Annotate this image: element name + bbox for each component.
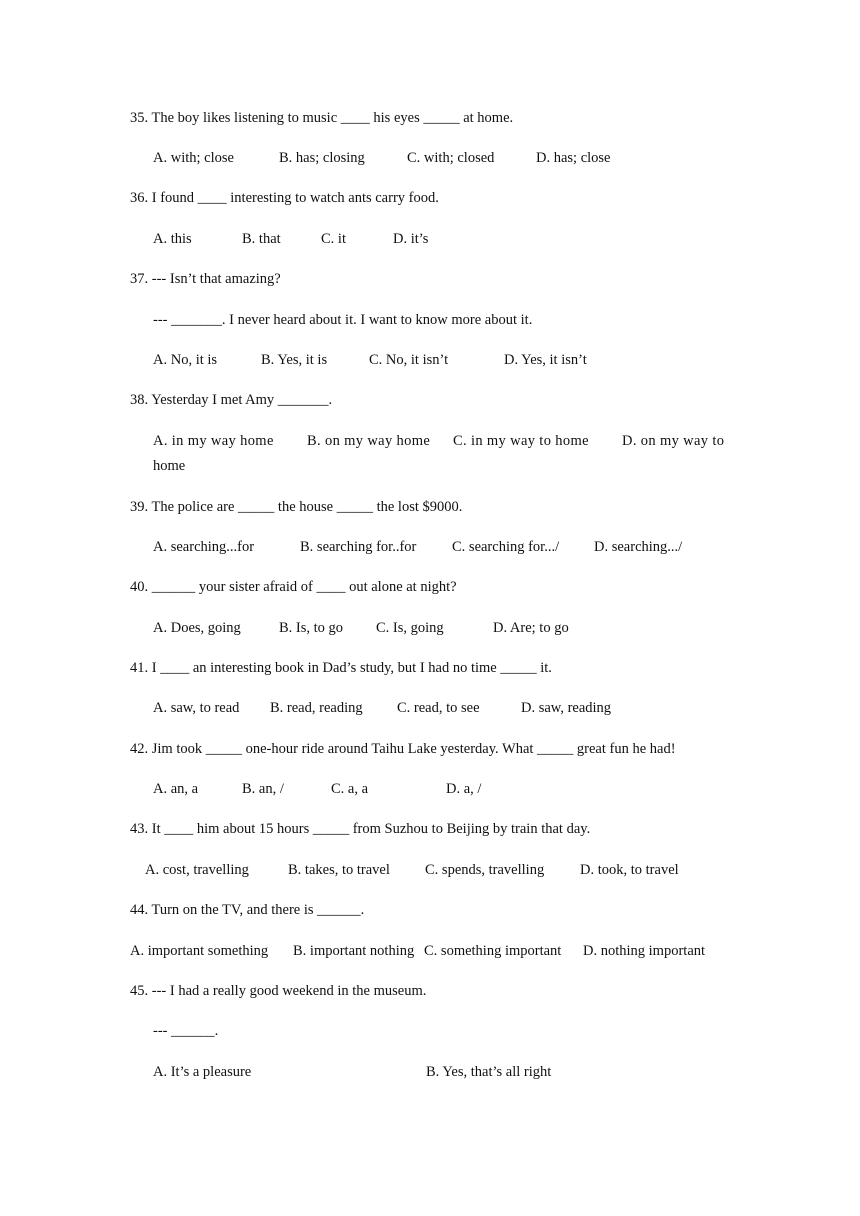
q40-option-c: C. Is, going <box>376 620 444 636</box>
q43-option-b: B. takes, to travel <box>288 862 390 878</box>
q39-option-b: B. searching for..for <box>300 539 417 555</box>
q38-option-a: A. in my way home <box>153 433 274 449</box>
q42-option-a: A. an, a <box>153 781 199 797</box>
q39-option-c: C. searching for.../ <box>452 539 560 555</box>
question-35-stem: 35. The boy likes listening to music ____ his eyes _____ at home. <box>130 110 514 126</box>
q40-option-b: B. Is, to go <box>279 620 344 636</box>
q37-option-d: D. Yes, it isn’t <box>504 352 587 368</box>
q35-option-d: D. has; close <box>536 150 611 166</box>
q37-option-c: C. No, it isn’t <box>369 352 449 368</box>
question-44-stem: 44. Turn on the TV, and there is ______. <box>130 902 365 918</box>
q36-option-b: B. that <box>242 231 281 247</box>
q45-option-b: B. Yes, that’s all right <box>426 1064 552 1080</box>
question-45-stem: 45. --- I had a really good weekend in the museum. <box>130 983 427 999</box>
q36-option-c: C. it <box>321 231 346 247</box>
q38-option-c: C. in my way to home <box>453 433 589 449</box>
question-37-reply: --- _______. I never heard about it. I want to know more about it. <box>153 312 533 328</box>
question-39-stem: 39. The police are _____ the house _____ the lost $9000. <box>130 499 463 515</box>
q36-option-d: D. it’s <box>393 231 429 247</box>
question-45-reply: --- ______. <box>153 1023 219 1039</box>
q40-option-d: D. Are; to go <box>493 620 569 636</box>
q39-option-a: A. searching...for <box>153 539 255 555</box>
q44-option-b: B. important nothing <box>293 943 415 959</box>
q39-option-d: D. searching.../ <box>594 539 683 555</box>
question-36-stem: 36. I found ____ interesting to watch ants carry food. <box>130 190 439 206</box>
q44-option-a: A. important something <box>130 943 269 959</box>
q35-option-b: B. has; closing <box>279 150 365 166</box>
q37-option-b: B. Yes, it is <box>261 352 328 368</box>
question-40-stem: 40. ______ your sister afraid of ____ out alone at night? <box>130 579 457 595</box>
q41-option-b: B. read, reading <box>270 700 363 716</box>
q42-option-d: D. a, / <box>446 781 482 797</box>
q40-option-a: A. Does, going <box>153 620 241 636</box>
q43-option-a: A. cost, travelling <box>145 862 249 878</box>
q43-option-c: C. spends, travelling <box>425 862 545 878</box>
q38-option-d: D. on my way to <box>622 433 725 449</box>
q38-option-d-wrap: home <box>153 458 186 474</box>
q35-option-c: C. with; closed <box>407 150 495 166</box>
q44-option-c: C. something important <box>424 943 562 959</box>
question-37-stem: 37. --- Isn’t that amazing? <box>130 271 281 287</box>
q41-option-d: D. saw, reading <box>521 700 612 716</box>
q41-option-a: A. saw, to read <box>153 700 240 716</box>
q42-option-c: C. a, a <box>331 781 369 797</box>
question-41-stem: 41. I ____ an interesting book in Dad’s study, but I had no time _____ it. <box>130 660 552 676</box>
question-38-stem: 38. Yesterday I met Amy _______. <box>130 392 333 408</box>
question-42-stem: 42. Jim took _____ one-hour ride around Taihu Lake yesterday. What _____ great fun he had! <box>130 741 676 757</box>
q37-option-a: A. No, it is <box>153 352 218 368</box>
question-43-stem: 43. It ____ him about 15 hours _____ from Suzhou to Beijing by train that day. <box>130 821 591 837</box>
q42-option-b: B. an, / <box>242 781 284 797</box>
q43-option-d: D. took, to travel <box>580 862 679 878</box>
q35-option-a: A. with; close <box>153 150 234 166</box>
q41-option-c: C. read, to see <box>397 700 480 716</box>
q45-option-a: A. It’s a pleasure <box>153 1064 252 1080</box>
q38-option-b: B. on my way home <box>307 433 431 449</box>
q44-option-d: D. nothing important <box>583 943 706 959</box>
q36-option-a: A. this <box>153 231 192 247</box>
